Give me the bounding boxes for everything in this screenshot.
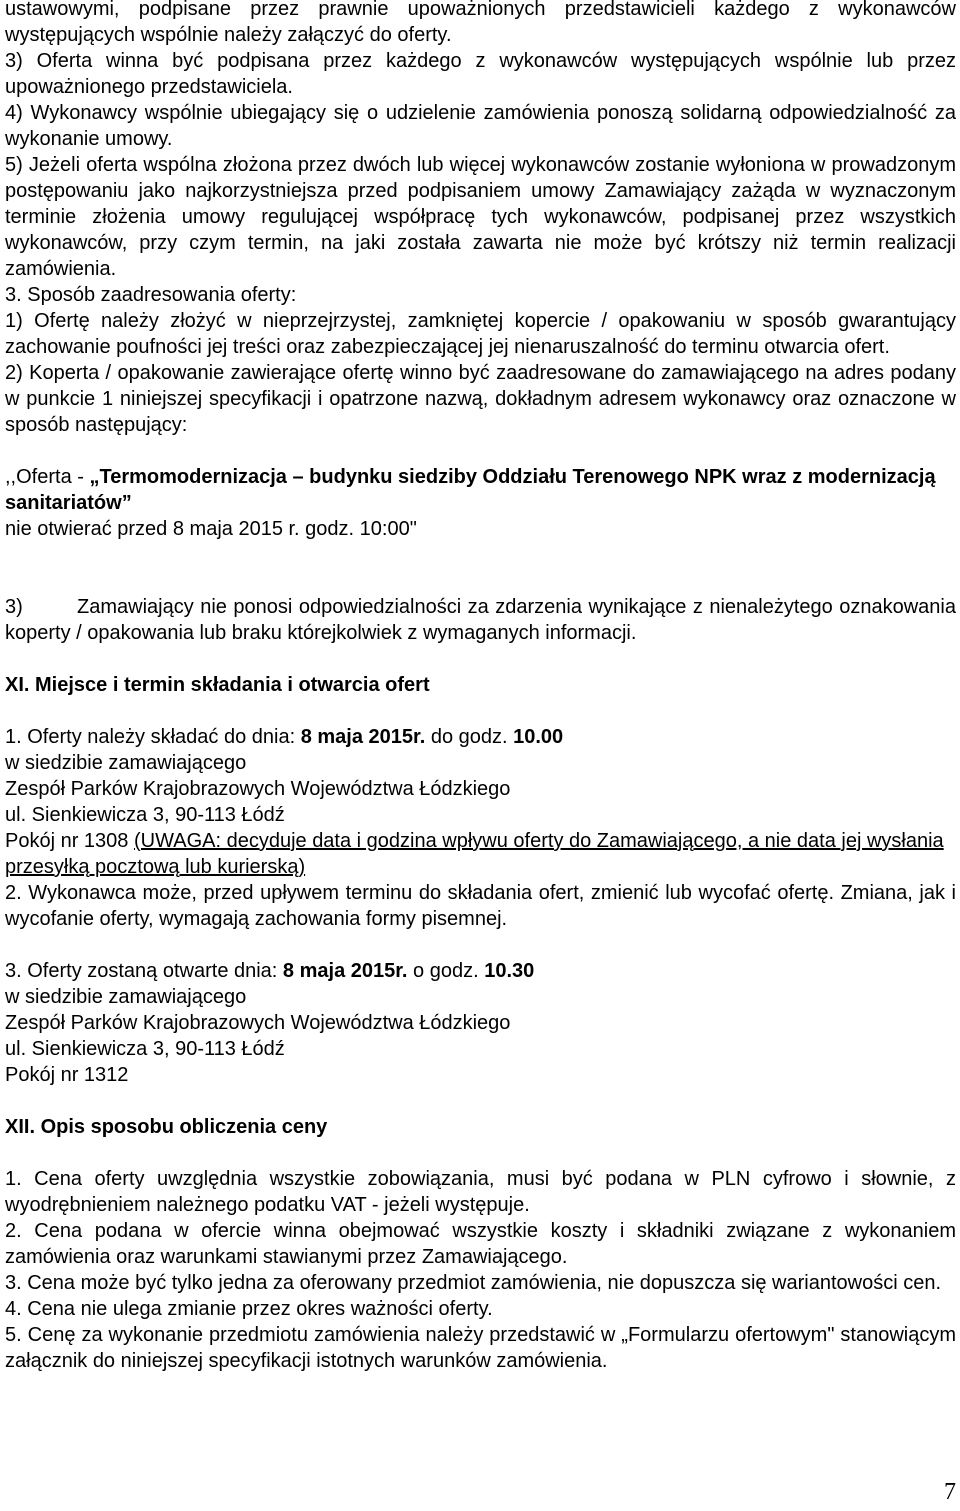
spacer — [5, 698, 956, 724]
withdrawal-rule: 2. Wykonawca może, przed upływem terminu do składania ofert, zmienić lub wycofać ofertę. Zmiana, jak i wycofanie oferty, wymagają zachowania formy pisemnej. — [5, 882, 956, 930]
addressing-point-3-text: Zamawiający nie ponosi odpowiedzialności za zdarzenia wynikające z nienależytego oznakowania koperty / opakowania lub braku którejkolwiek z wymaganych informacji. — [5, 596, 956, 644]
submission-room — [5, 828, 956, 880]
addressing-heading: 3. Sposób zaadresowania oferty: — [5, 284, 297, 306]
addressing-point-2: 2) Koperta / opakowanie zawierające ofertę winno być zaadresowane do zamawiającego na adres podany w punkcie 1 niniejszej specyfikacji i opatrzone nazwą, dokładnym adresem wykonawcy oraz oznaczone w sposób następujący: — [5, 362, 956, 436]
price-rule-3: 3. Cena może być tylko jedna za oferowany przedmiot zamówienia, nie dopuszcza się wariantowości cen. — [5, 1272, 942, 1294]
opening-room: Pokój nr 1312 — [5, 1064, 129, 1086]
submission-deadline-prefix: 1. Oferty należy składać do dnia: — [5, 726, 301, 748]
intro-point-3: 3) Oferta winna być podpisana przez każdego z wykonawców występujących wspólnie lub przez upoważnionego przedstawiciela. — [5, 50, 956, 98]
envelope-label-title: „Termomodernizacja – budynku siedziby Oddziału Terenowego NPK wraz z modernizacją sanitariatów” — [5, 466, 936, 514]
opening-date-prefix: 3. Oferty zostaną otwarte dnia: — [5, 960, 283, 982]
submission-room-number: Pokój nr 1308 — [5, 830, 134, 852]
intro-line-1: ustawowymi, podpisane przez prawnie upoważnionych przedstawicieli każdego z wykonawców występujących wspólnie należy załączyć do oferty. — [5, 0, 956, 46]
submission-org: Zespół Parków Krajobrazowych Województwa Łódzkiego — [5, 778, 511, 800]
submission-date: 8 maja 2015r. — [300, 726, 426, 748]
spacer — [5, 542, 956, 594]
opening-place: w siedzibie zamawiającego — [5, 986, 247, 1008]
submission-place: w siedzibie zamawiającego — [5, 752, 247, 774]
price-rule-5: 5. Cenę za wykonanie przedmiotu zamówienia należy przedstawić w „Formularzu ofertowym" stanowiącym załącznik do niniejszej specyfikacji istotnych warunków zamówienia. — [5, 1324, 956, 1372]
submission-time: 10.00 — [513, 726, 564, 748]
submission-address: ul. Sienkiewicza 3, 90-113 Łódź — [5, 804, 285, 826]
document-page — [5, 0, 956, 1374]
addressing-point-3-number: 3) — [5, 596, 23, 618]
price-rule-4: 4. Cena nie ulega zmianie przez okres ważności oferty. — [5, 1298, 493, 1320]
submission-room-note: (UWAGA: decyduje data i godzina wpływu oferty do Zamawiającego, a nie data jej wysłania przesyłką pocztową lub kurierską) — [5, 830, 944, 878]
price-rule-1: 1. Cena oferty uwzględnia wszystkie zobowiązania, musi być podana w PLN cyfrowo i słownie, z wyodrębnieniem należnego podatku VAT - jeżeli występuje. — [5, 1168, 956, 1216]
spacer — [5, 1140, 956, 1166]
intro-point-5: 5) Jeżeli oferta wspólna złożona przez dwóch lub więcej wykonawców zostanie wyłoniona w prowadzonym postępowaniu jako najkorzystniejsza przed podpisaniem umowy Zamawiający zażąda w wyznaczonym terminie złożenia umowy regulującej współpracę tych wykonawców, podpisanej przez wszystkich wykonawców, przy czym termin, na jaki została zawarta nie może być krótszy niż termin realizacji zamówienia. — [5, 154, 956, 280]
addressing-point-3 — [5, 594, 956, 646]
section-xii-heading: XII. Opis sposobu obliczenia ceny — [5, 1116, 328, 1138]
opening-org: Zespół Parków Krajobrazowych Województwa Łódzkiego — [5, 1012, 511, 1034]
addressing-point-1: 1) Ofertę należy złożyć w nieprzejrzystej, zamkniętej kopercie / opakowaniu w sposób gwarantujący zachowanie poufności jej treści oraz zabezpieczającej jej nienaruszalność do terminu otwarcia ofert. — [5, 310, 956, 358]
spacer — [5, 1088, 956, 1114]
spacer — [5, 438, 956, 464]
intro-point-4: 4) Wykonawcy wspólnie ubiegający się o udzielenie zamówienia ponoszą solidarną odpowiedzialność za wykonanie umowy. — [5, 102, 956, 150]
page-number: 7 — [944, 1479, 956, 1505]
opening-date — [5, 958, 956, 984]
submission-deadline — [5, 724, 956, 750]
envelope-label-prefix: ,,Oferta - — [5, 466, 90, 488]
spacer — [5, 932, 956, 958]
envelope-label — [5, 464, 956, 516]
spacer — [5, 646, 956, 672]
price-rule-2: 2. Cena podana w ofercie winna obejmować wszystkie koszty i składniki związane z wykonaniem zamówienia oraz warunkami stawianymi przez Zamawiającego. — [5, 1220, 956, 1268]
envelope-label-do-not-open: nie otwierać przed 8 maja 2015 r. godz. 10:00" — [5, 518, 417, 540]
submission-time-prefix: do godz. — [425, 726, 514, 748]
opening-date-value: 8 maja 2015r. — [282, 960, 408, 982]
opening-time-prefix: o godz. — [407, 960, 485, 982]
opening-address: ul. Sienkiewicza 3, 90-113 Łódź — [5, 1038, 285, 1060]
section-xi-heading: XI. Miejsce i termin składania i otwarcia ofert — [5, 674, 430, 696]
opening-time: 10.30 — [484, 960, 535, 982]
